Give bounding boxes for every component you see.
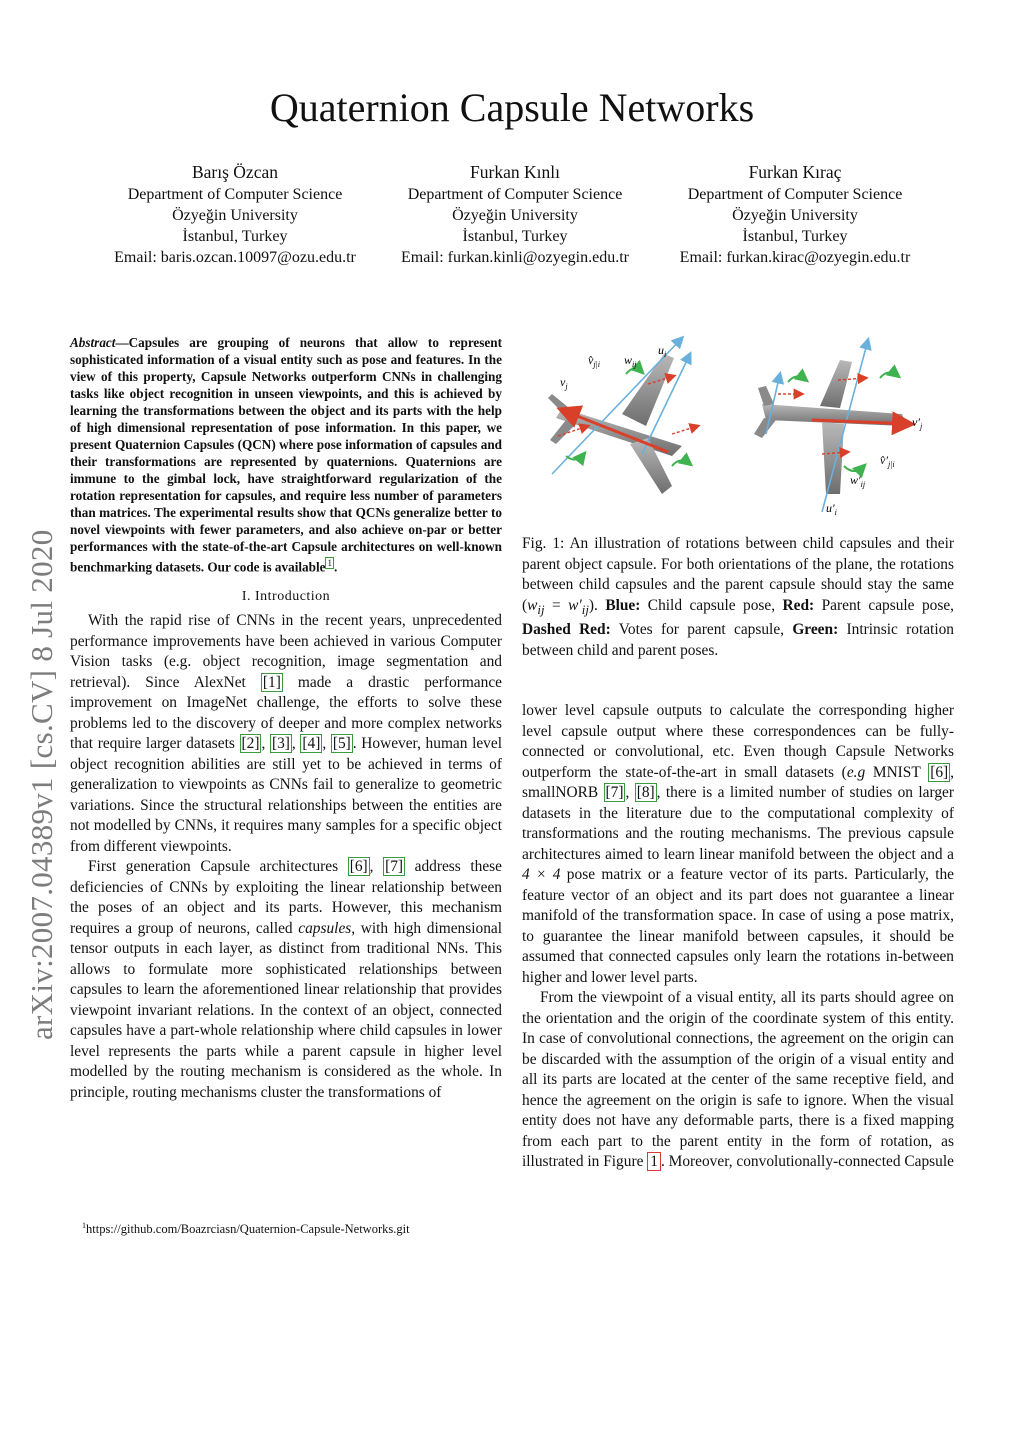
text-span: = <box>544 596 569 614</box>
plane-right <box>754 360 906 494</box>
author-block <box>90 160 940 270</box>
label-u-i: $u_i$ <box>658 343 667 359</box>
text-span: , <box>369 858 384 876</box>
footnote-link[interactable]: 1 <box>327 558 332 568</box>
text-span: Parent capsule pose, <box>814 596 954 614</box>
intrinsic-rotation-arc <box>566 454 584 460</box>
citation-link[interactable]: [7] <box>605 784 624 802</box>
intrinsic-rotation-arc <box>844 466 864 471</box>
text-span: First generation Capsule architectures <box>88 858 348 876</box>
abstract-end: . <box>333 559 338 575</box>
author-city: İstanbul, Turkey <box>182 228 288 245</box>
citation-link[interactable]: [8] <box>636 784 655 802</box>
intrinsic-rotation-arc <box>880 372 898 378</box>
text-span: Intrinsic rotation between child and parent poses. <box>522 621 954 659</box>
text-span: With the rapid rise of CNNs in the recent years, unprecedented performance improvements have been achieved in various Computer Vision tasks (e.g. object recognition, image segmentation and retrieval). Since AlexNet <box>70 612 502 691</box>
left-column <box>70 334 502 1103</box>
author-dept: Department of Computer Science <box>407 186 623 203</box>
right-column <box>522 334 954 1173</box>
author-univ: Özyeğin University <box>732 207 858 224</box>
footnote-url[interactable]: https://github.com/Boazrciasn/Quaternion-Capsule-Networks.git <box>86 1222 410 1237</box>
emphasis: e.g <box>846 763 866 781</box>
author-name: Barış Özcan <box>191 162 278 182</box>
intrinsic-rotation-arc <box>788 376 806 382</box>
figure-caption <box>522 534 954 661</box>
citation-link[interactable]: [2] <box>241 735 260 753</box>
text-span: Votes for parent capsule, <box>610 621 793 639</box>
author-univ: Özyeğin University <box>452 207 578 224</box>
text-span: , with high dimensional tensor outputs in each layer, as distinct from traditional NNs. This allows to formulate more sophisticated relationships between capsules to learn the aforementioned linear relationship that provides viewpoint invariant relations. In the context of an object, connected capsules have a part-whole relationship where child capsules in lower level represents the parts while a parent capsule in higher level modelled by the routing mechanism is considered as the whole. In principle, routing mechanisms cluster the transformations of <box>70 919 502 1101</box>
author-1 <box>90 160 380 268</box>
math: w <box>527 596 538 614</box>
author-2 <box>370 160 660 268</box>
legend-dashed-red: Dashed Red: <box>522 621 611 639</box>
legend-green: Green: <box>792 621 839 639</box>
tail-shape <box>758 386 774 406</box>
tail-shape <box>550 420 576 444</box>
math-sub: ij <box>537 602 545 617</box>
footnote <box>82 1218 502 1237</box>
label-v-hat-prime: $v̂'_{j|i}$ <box>880 453 895 469</box>
author-name: Furkan Kınlı <box>470 162 560 182</box>
citation-link[interactable]: [6] <box>930 763 949 781</box>
text-span: Fig. 1: An illustration of rotations between child capsules and their parent object capsule. For both orientations of the plane, the rotations between child capsules and the parent capsule should stay the same ( <box>522 535 954 614</box>
author-univ: Özyeğin University <box>172 207 298 224</box>
text-span: . However, human level object recognition abilities are still yet to be achieved in terms of generalization to viewpoints as CNNs fail to generalize to geometric variations. Since the structural relationships between the entities are not modelled by CNNs, it requires many samples for a specific object from different viewpoints. <box>70 735 502 855</box>
author-email[interactable]: Email: baris.ozcan.10097@ozu.edu.tr <box>114 249 356 266</box>
citation-link[interactable]: [4] <box>302 735 321 753</box>
text-span: , smallNORB <box>522 763 954 802</box>
text-span: , <box>625 784 635 802</box>
author-email[interactable]: Email: furkan.kirac@ozyegin.edu.tr <box>679 249 911 266</box>
abstract-text: Capsules are grouping of neurons that allow to represent sophisticated information of a visual entity such as pose and features. In the view of this property, Capsule Networks outperform CNNs in challenging tasks like object recognition in unseen viewpoints, and this is achieved by learning the transformations between the object and its parts with the help of high dimensional representation of pose information. In this paper, we present Quaternion Capsules (QCN) where pose information of capsules and their transformations are represented by quaternions. Quaternions are immune to the gimbal lock, have straightforward regularization of the rotation representation for capsules, and require less number of parameters than matrices. The experimental results show that QCNs generalize better to novel viewpoints with fewer parameters, and also achieve on-par or better performances with the state-of-the-art Capsule architectures on well-known benchmarking datasets. Our code is available <box>70 335 502 575</box>
text-span: MNIST <box>865 763 929 781</box>
text-span: Child capsule pose, <box>640 596 783 614</box>
child-pose-axis <box>552 338 682 474</box>
emphasis: capsules <box>298 919 352 937</box>
wing-shape <box>820 360 852 408</box>
wing-shape <box>822 422 844 494</box>
abstract-dash: — <box>115 335 129 350</box>
author-city: İstanbul, Turkey <box>742 228 848 245</box>
citation-link[interactable]: [5] <box>332 735 351 753</box>
label-v-j-prime: $v'_j$ <box>912 415 923 431</box>
author-3 <box>650 160 940 268</box>
math: 4 × 4 <box>522 866 561 884</box>
intrinsic-rotation-arc <box>672 460 690 466</box>
text-span: , <box>261 735 270 753</box>
label-v-j: $v_j$ <box>560 375 568 391</box>
label-w-ij-prime: $w'_{ij}$ <box>850 473 866 489</box>
text-span: ). <box>588 596 606 614</box>
legend-blue: Blue: <box>605 596 641 614</box>
text-span: address these deficiencies of CNNs by exploiting the linear relationship between the poses of an object and its parts. However, this mechanism requires a group of neurons, called <box>70 858 502 937</box>
footnote-mark: 1 <box>82 1221 86 1230</box>
plane-left <box>548 354 682 494</box>
author-city: İstanbul, Turkey <box>462 228 568 245</box>
tail-shape <box>754 418 776 438</box>
text-span: made a drastic performance improvement on ImageNet challenge, the efforts to solve these problems led to the discovery of deeper and more complex networks that require larger datasets <box>70 673 502 753</box>
label-w-ij: $w_{ij}$ <box>624 353 637 369</box>
vote-arrow <box>672 426 698 434</box>
abstract <box>70 334 502 575</box>
section-title-text: I. Introduction <box>241 589 331 605</box>
text-span: . Moreover, convolutionally-connected Capsule <box>660 1153 954 1171</box>
parent-pose-arrow <box>562 410 668 452</box>
section-heading <box>70 589 502 605</box>
intrinsic-rotation-arc <box>626 368 642 374</box>
citation-link[interactable]: [3] <box>271 735 290 753</box>
tail-shape <box>548 394 574 414</box>
text-span: , <box>322 735 331 753</box>
abstract-lead: Abstract <box>70 335 116 350</box>
author-email[interactable]: Email: furkan.kinli@ozyegin.edu.tr <box>400 249 629 266</box>
text-span: , there is a limited number of studies on larger datasets in the literature due to the computational complexity of transformations and the routing mechanisms. The previous capsule architectures aimed to learn linear manifold between the object and a <box>522 784 954 863</box>
legend-red: Red: <box>782 596 815 614</box>
math: w′ <box>568 596 582 614</box>
label-v-hat: $v̂_{j|i}$ <box>588 353 600 369</box>
figure-1 <box>522 334 954 524</box>
paper-title: Quaternion Capsule Networks <box>269 85 755 130</box>
intro-paragraph-1 <box>70 611 502 857</box>
figure-illustration <box>522 334 954 524</box>
author-dept: Department of Computer Science <box>127 186 343 203</box>
citation-link[interactable]: [6] <box>349 858 368 876</box>
right-paragraph-2 <box>522 988 954 1173</box>
figure-link[interactable]: 1 <box>647 1152 661 1171</box>
label-u-i-prime: $u'_i$ <box>826 501 837 517</box>
arxiv-stamp: arXiv:2007.04389v1 [cs.CV] 8 Jul 2020 <box>24 529 59 1040</box>
author-name: Furkan Kıraç <box>748 162 842 182</box>
math-sub: ij <box>581 602 589 617</box>
text-span: pose matrix or a feature vector of its parts. Particularly, the feature vector of an object and its part does not guarantee a linear manifold of the transformation space. In case of using a pose matrix, to guarantee the linear manifold between capsules, it should be assumed that connected capsules only learn the rotations in-between higher and lower level parts. <box>522 866 954 986</box>
right-paragraph-1 <box>522 701 954 988</box>
citation-link[interactable]: [1] <box>262 673 281 691</box>
citation-link[interactable]: [7] <box>385 858 404 876</box>
text-span: , <box>291 735 301 753</box>
intro-paragraph-2 <box>70 857 502 1103</box>
text-span: From the viewpoint of a visual entity, all its parts should agree on the orientation and the origin of the coordinate system of this entity. In case of convolutional connections, the agreement on the origin can be discarded with the assumption of the origin of a visual entity and all its parts are located at the center of the same receptive field, and hence the agreement on the origin is safe to ignore. When the visual entity does not have any deformable parts, there is a fixed mapping from each part to the parent entity in the form of rotation, as illustrated in Figure <box>522 989 954 1171</box>
author-dept: Department of Computer Science <box>687 186 903 203</box>
text-span: lower level capsule outputs to calculate the corresponding higher level capsule output where these correspondences can be fully-connected or convolutional, etc. Even though Capsule Networks outperform the state-of-the-art in small datasets ( <box>522 702 954 781</box>
